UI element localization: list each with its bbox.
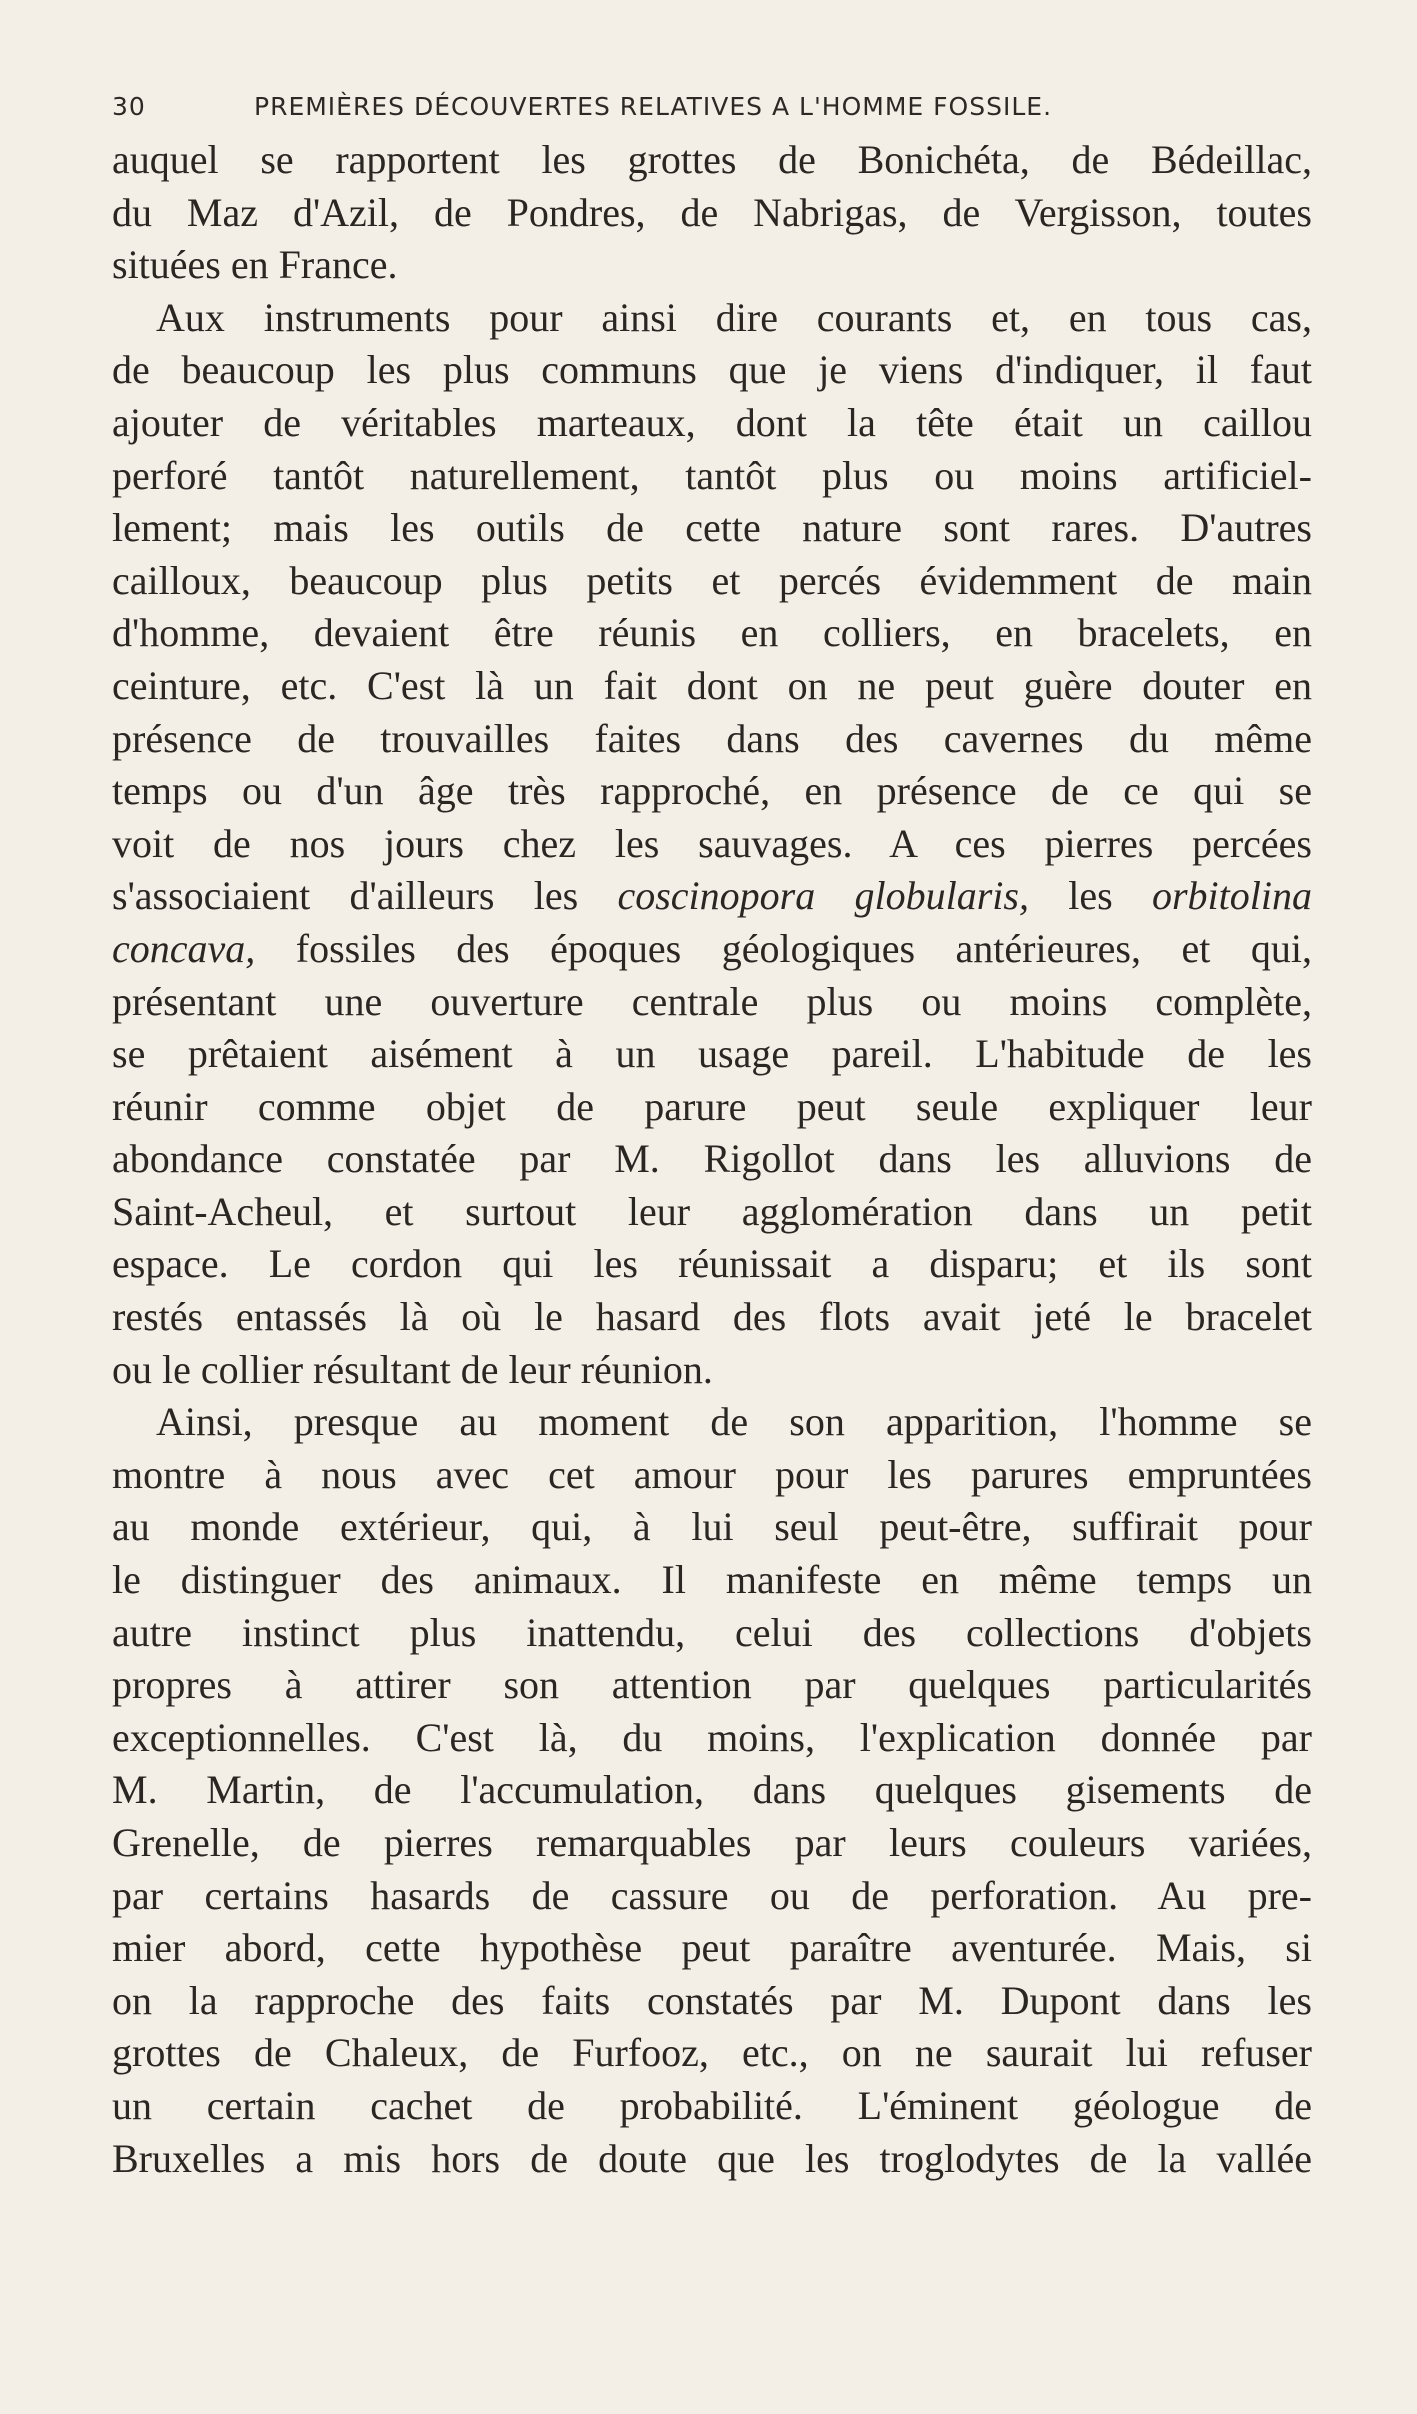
paragraph-3	[112, 1396, 1312, 2185]
text-line: temps ou d'un âge très rapproché, en présence de ce qui se	[112, 768, 1312, 814]
text-line: auquel se rapportent les grottes de Bonichéta, de Bédeillac,	[112, 137, 1312, 182]
paragraph-1	[112, 134, 1312, 292]
text-line: Bruxelles a mis hors de doute que les troglodytes de la vallée	[112, 2135, 1312, 2181]
text-line: autre instinct plus inattendu, celui des collections d'objets	[112, 1609, 1312, 1655]
text-line: cailloux, beaucoup plus petits et percés évidemment de main	[112, 557, 1312, 603]
italic-term: orbitolina	[1151, 873, 1313, 919]
text-line: d'homme, devaient être réunis en colliers, en bracelets, en	[112, 610, 1312, 656]
text-line: montre à nous avec cet amour pour les parures empruntées	[112, 1451, 1312, 1497]
body-text	[112, 134, 1312, 2185]
text-line: grottes de Chaleux, de Furfooz, etc., on ne saurait lui refuser	[112, 2030, 1312, 2076]
text-line: exceptionnelles. C'est là, du moins, l'explication donnée par	[112, 1714, 1312, 1760]
text-line: propres à attirer son attention par quelques particularités	[112, 1662, 1312, 1708]
text-line: ceinture, etc. C'est là un fait dont on ne peut guère douter en	[112, 662, 1312, 708]
text-line: par certains hasards de cassure ou de perforation. Au pre-	[112, 1872, 1312, 1918]
text-line: au monde extérieur, qui, à lui seul peut-être, suffirait pour	[112, 1504, 1312, 1550]
page-number: 30	[112, 92, 146, 121]
text-line: Aux instruments pour ainsi dire courants et, en tous cas,	[156, 294, 1312, 340]
text-line: restés entassés là où le hasard des flots avait jeté le bracelet	[112, 1294, 1312, 1340]
text-line: on la rapproche des faits constatés par M. Dupont dans les	[112, 1977, 1312, 2023]
text-line: réunir comme objet de parure peut seule expliquer leur	[112, 1083, 1312, 1129]
running-title: PREMIÈRES DÉCOUVERTES RELATIVES A L'HOMME FOSSILE.	[254, 92, 1053, 121]
text-span: fossiles des époques géologiques antérieures, et qui,	[255, 925, 1312, 971]
paragraph-2	[112, 292, 1312, 1396]
text-line: situées en France.	[112, 242, 398, 288]
text-line: espace. Le cordon qui les réunissait a disparu; et ils sont	[112, 1241, 1312, 1287]
italic-term: concava,	[112, 925, 256, 971]
text-line: perforé tantôt naturellement, tantôt plus ou moins artificiel-	[112, 452, 1312, 498]
text-line: mier abord, cette hypothèse peut paraître aventurée. Mais, si	[112, 1925, 1312, 1971]
text-line: ou le collier résultant de leur réunion.	[112, 1346, 713, 1392]
text-line: Ainsi, presque au moment de son apparition, l'homme se	[156, 1399, 1312, 1445]
italic-term: coscinopora globularis,	[617, 873, 1029, 919]
text-line: du Maz d'Azil, de Pondres, de Nabrigas, de Vergisson, toutes	[112, 189, 1312, 235]
text-line: ajouter de véritables marteaux, dont la tête était un caillou	[112, 399, 1312, 445]
text-line: M. Martin, de l'accumulation, dans quelques gisements de	[112, 1767, 1312, 1813]
text-line: présence de trouvailles faites dans des cavernes du même	[112, 715, 1312, 761]
text-line-with-italics	[112, 923, 1312, 976]
text-line: présentant une ouverture centrale plus ou moins complète,	[112, 978, 1312, 1024]
text-line: le distinguer des animaux. Il manifeste en même temps un	[112, 1557, 1312, 1603]
text-line: se prêtaient aisément à un usage pareil. L'habitude de les	[112, 1031, 1312, 1077]
text-line: Saint-Acheul, et surtout leur agglomération dans un petit	[112, 1188, 1312, 1234]
text-line: Grenelle, de pierres remarquables par leurs couleurs variées,	[112, 1820, 1312, 1865]
text-span: les	[1028, 873, 1152, 919]
text-span: s'associaient d'ailleurs les	[112, 873, 618, 919]
text-line: lement; mais les outils de cette nature sont rares. D'autres	[112, 505, 1312, 551]
text-line: de beaucoup les plus communs que je viens d'indiquer, il faut	[112, 347, 1312, 393]
text-line: abondance constatée par M. Rigollot dans les alluvions de	[112, 1136, 1312, 1182]
text-line-with-italics	[112, 870, 1312, 923]
running-head	[112, 92, 1192, 132]
text-line: voit de nos jours chez les sauvages. A ces pierres percées	[112, 820, 1312, 866]
text-line: un certain cachet de probabilité. L'éminent géologue de	[112, 2082, 1312, 2128]
